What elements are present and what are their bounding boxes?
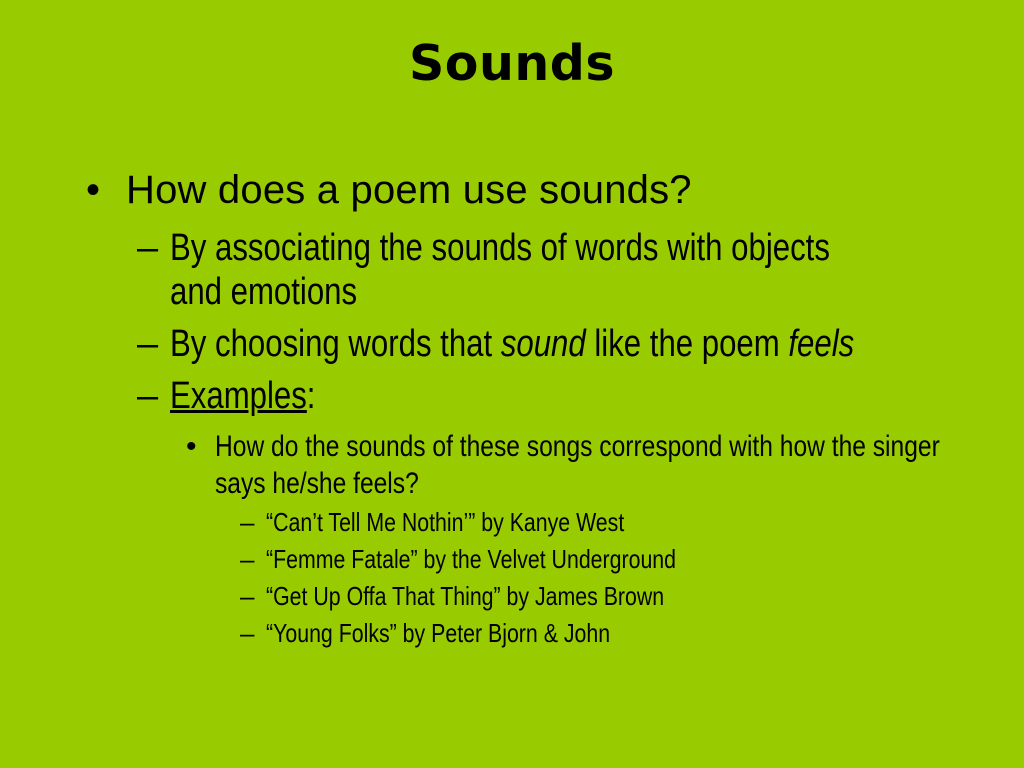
sub-bullet-associating	[137, 226, 1017, 314]
sub-bullet-choosing-words	[137, 322, 1017, 366]
examples-label: Examples	[170, 375, 307, 417]
bullet-marker: •	[186, 430, 197, 463]
slide-title: Sounds	[409, 35, 615, 92]
dash-marker: –	[137, 375, 159, 417]
sub-bullet-text	[170, 374, 865, 418]
song-text: “Femme Fatale” by the Velvet Underground	[266, 544, 677, 574]
question-text: How do the sounds of these songs correspond with how the singer says he/she feels?	[215, 430, 940, 500]
song-item	[240, 504, 703, 541]
sub-bullet-examples	[137, 374, 1017, 418]
song-text: “Get Up Offa That Thing” by James Brown	[266, 581, 665, 611]
examples-colon: :	[306, 375, 316, 417]
bullet-how-does-poem-use-sounds	[86, 166, 692, 214]
emphasis-sound: sound	[500, 323, 586, 365]
text-run: like the poem	[585, 323, 789, 365]
emphasis-feels: feels	[788, 323, 855, 365]
bullet-marker: •	[86, 168, 101, 212]
dash-marker: –	[240, 618, 255, 648]
dash-marker: –	[240, 507, 255, 537]
sub-bullet-text: By associating the sounds of words with objects and emotions	[170, 227, 830, 313]
song-text: “Young Folks” by Peter Bjorn & John	[266, 618, 611, 648]
song-text: “Can’t Tell Me Nothin’” by Kanye West	[266, 507, 625, 537]
sub-bullet-text	[170, 322, 865, 366]
song-item	[240, 541, 766, 578]
dash-marker: –	[240, 581, 255, 611]
dash-marker: –	[240, 544, 255, 574]
dash-marker: –	[137, 323, 159, 365]
song-item	[240, 578, 752, 615]
bullet-text: How does a poem use sounds?	[126, 168, 692, 212]
dash-marker: –	[137, 227, 159, 269]
question-bullet	[186, 428, 1024, 502]
text-run: By choosing words that	[170, 323, 501, 365]
song-item	[240, 615, 686, 652]
